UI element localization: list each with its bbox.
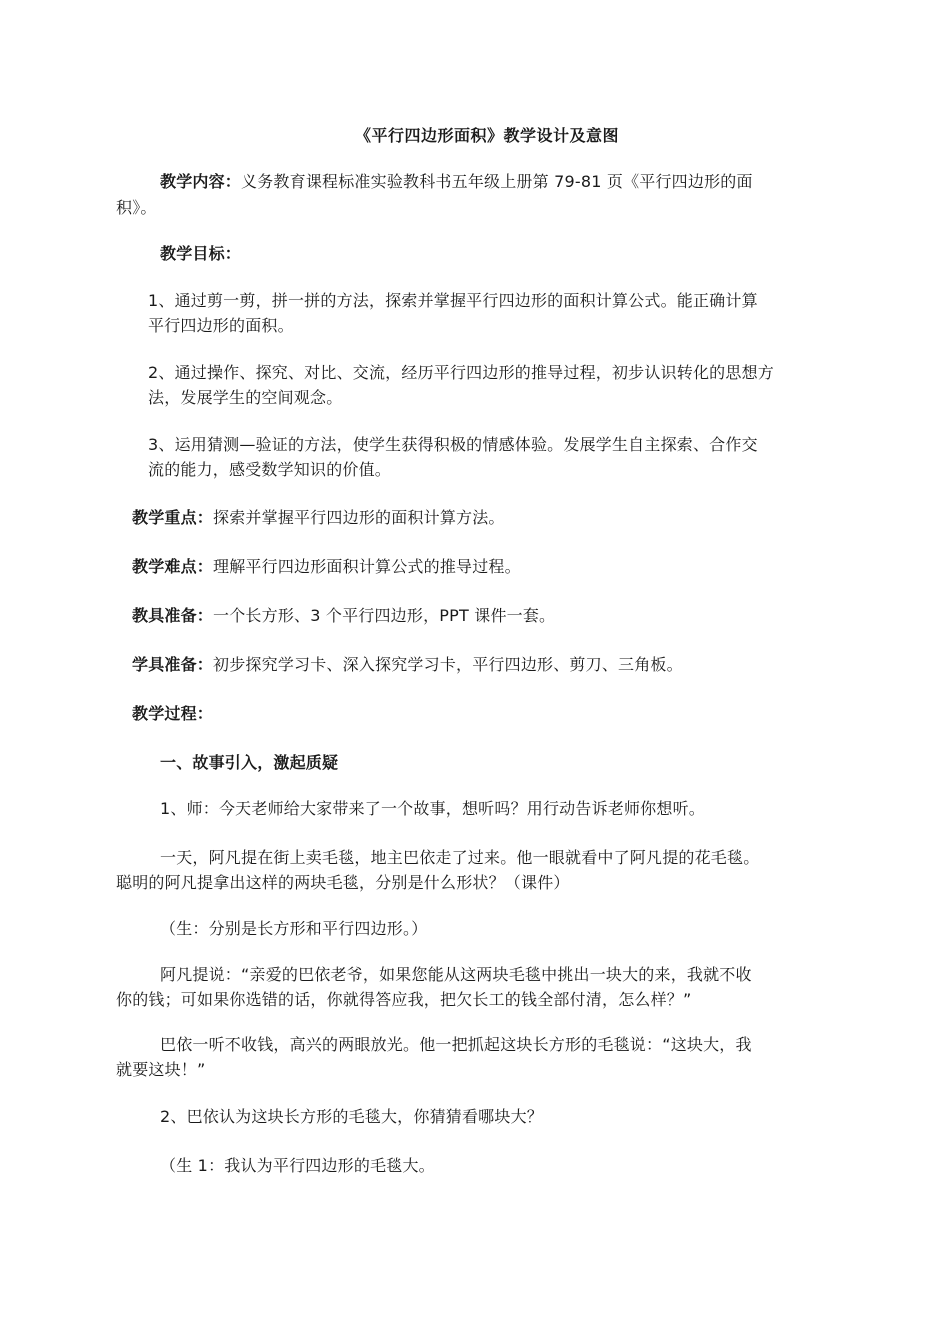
content-line-1 xyxy=(160,170,753,194)
paragraph-4-line-1: 阿凡提说：“亲爱的巴依老爷，如果您能从这两块毛毯中挑出一块大的来，我就不收 xyxy=(160,965,752,984)
objectives-label: 教学目标： xyxy=(160,244,242,263)
section-1-heading: 一、故事引入，激起质疑 xyxy=(160,753,339,772)
content-line-2: 积》。 xyxy=(116,198,157,217)
content-text: 义务教育课程标准实验教科书五年级上册第 79-81 页《平行四边形的面 xyxy=(241,172,753,191)
content-label: 教学内容： xyxy=(160,172,242,191)
paragraph-4-line-2: 你的钱；可如果你选错的话，你就得答应我，把欠长工的钱全部付清，怎么样？” xyxy=(116,990,692,1009)
key-point xyxy=(132,506,505,530)
teacher-tools xyxy=(132,604,555,628)
paragraph-5-line-2: 就要这块！” xyxy=(116,1060,206,1079)
objective-1-line-2: 平行四边形的面积。 xyxy=(148,316,294,335)
paragraph-1: 1、师：今天老师给大家带来了一个故事，想听吗？用行动告诉老师你想听。 xyxy=(160,799,705,818)
paragraph-2-line-1: 一天，阿凡提在街上卖毛毯，地主巴依走了过来。他一眼就看中了阿凡提的花毛毯。 xyxy=(160,848,760,867)
difficulty-text: 理解平行四边形面积计算公式的推导过程。 xyxy=(213,557,521,576)
paragraph-7: （生 1：我认为平行四边形的毛毯大。 xyxy=(160,1156,435,1175)
teacher-tools-text: 一个长方形、3 个平行四边形，PPT 课件一套。 xyxy=(213,606,556,625)
objective-1-line-1: 1、通过剪一剪，拼一拼的方法，探索并掌握平行四边形的面积计算公式。能正确计算 xyxy=(148,291,758,310)
difficulty-label: 教学难点： xyxy=(132,557,214,576)
paragraph-2-line-2: 聪明的阿凡提拿出这样的两块毛毯，分别是什么形状？（课件） xyxy=(116,873,570,892)
student-tools-text: 初步探究学习卡、深入探究学习卡，平行四边形、剪刀、三角板。 xyxy=(213,655,683,674)
objective-3-line-2: 流的能力，感受数学知识的价值。 xyxy=(148,460,392,479)
objective-3-line-1: 3、运用猜测—验证的方法，使学生获得积极的情感体验。发展学生自主探索、合作交 xyxy=(148,435,758,454)
teacher-tools-label: 教具准备： xyxy=(132,606,214,625)
objective-2-line-1: 2、通过操作、探究、对比、交流，经历平行四边形的推导过程，初步认识转化的思想方 xyxy=(148,363,774,382)
student-tools xyxy=(132,653,683,677)
paragraph-6: 2、巴依认为这块长方形的毛毯大，你猜猜看哪块大？ xyxy=(160,1107,543,1126)
paragraph-5-line-1: 巴依一听不收钱，高兴的两眼放光。他一把抓起这块长方形的毛毯说：“这块大，我 xyxy=(160,1035,752,1054)
paragraph-3: （生：分别是长方形和平行四边形。） xyxy=(160,919,428,938)
key-point-text: 探索并掌握平行四边形的面积计算方法。 xyxy=(213,508,505,527)
objective-2-line-2: 法，发展学生的空间观念。 xyxy=(148,388,343,407)
document-title: 《平行四边形面积》教学设计及意图 xyxy=(355,126,620,145)
key-point-label: 教学重点： xyxy=(132,508,214,527)
difficulty xyxy=(132,555,521,579)
process-label: 教学过程： xyxy=(132,704,214,723)
student-tools-label: 学具准备： xyxy=(132,655,214,674)
